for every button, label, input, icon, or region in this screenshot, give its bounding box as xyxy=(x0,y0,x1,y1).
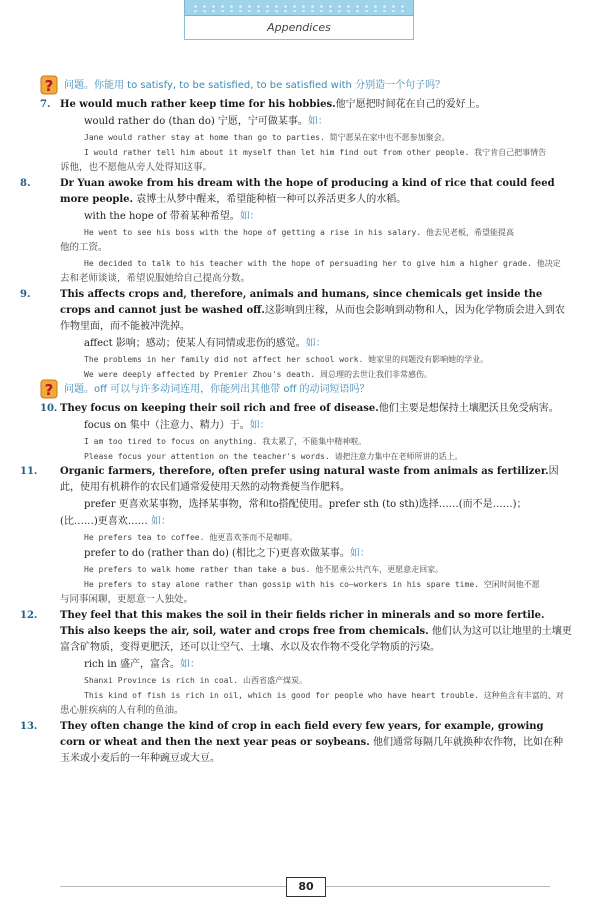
phrase-9: affect 影响；感动；使某人有同情或悲伤的感觉。如： xyxy=(84,338,326,349)
phrase-11-1b: (比……)更喜欢…… 如： xyxy=(60,516,171,527)
example-7-2a: I would rather tell him about it myself than let him find out from other people. 我宁肯自己把事情告 xyxy=(84,148,547,157)
header-title-box xyxy=(184,16,414,40)
example-12-1: Shanxi Province is rich in coal. 山西省盛产煤炭。 xyxy=(84,676,307,685)
example-12-2b: 患心脏疾病的人有利的鱼油。 xyxy=(60,705,184,716)
example-11-1: He prefers tea to coffee. 他更喜欢茶而不是咖啡。 xyxy=(84,533,298,542)
item-12: 12. They feel that this makes the soil in their fields richer in minerals and so more fertile. This also keeps the air, soil, water and crops free from chemicals. 他们认为这可以让地里的土壤更富含矿物质，变得更肥沃，还可以让空气、土壤、水以及农作物不受化学物质的污染。 xyxy=(20,610,572,653)
item-9: 9. This affects crops and, therefore, animals and humans, since chemicals get inside the crops and cannot just be washed off.这影响到庄稼，从而也会影响到动物和人，因为化学物质会进入到农作物里面，而不能被冲洗掉。 xyxy=(20,289,565,332)
header-decoration xyxy=(184,0,414,16)
question-mark-icon xyxy=(40,75,58,95)
example-7-1: Jane would rather stay at home than go to parties. 简宁愿呆在家中也不愿参加聚会。 xyxy=(84,133,450,142)
question-mark-icon xyxy=(40,379,58,399)
example-11-3a: He prefers to stay alone rather than gossip with his co—workers in his spare time. 空闲时间他不愿 xyxy=(84,580,540,589)
example-12-2a: This kind of fish is rich in oil, which is good for people who have heart trouble. 这种鱼含有丰富的、对 xyxy=(84,691,564,700)
question-prompt-2: ? 问题。off 可以与许多动词连用，你能列出其他带 off 的动词短语吗？ xyxy=(40,382,572,397)
page-number: 80 xyxy=(286,877,326,897)
example-8-1a: He went to see his boss with the hope of getting a rise in his salary. 他去见老板，希望能提高 xyxy=(84,228,514,237)
question-prompt-1: ? 问题。你能用 to satisfy, to be satisfied, to be satisfied with 分别造一个句子吗？ xyxy=(40,78,572,93)
example-9-2: We were deeply affected by Premier Zhou's death. 周总理的去世让我们非常感伤。 xyxy=(84,370,433,379)
phrase-11-1: prefer 更喜欢某事物，选择某事物，常和to搭配使用。prefer sth (to sth)选择……(而不是……)； xyxy=(84,499,527,510)
item-7: 7. He would much rather keep time for his hobbies.他宁愿把时间花在自己的爱好上。 xyxy=(40,99,486,110)
example-8-2b: 去和老师谈谈，希望说服她给自己提高分数。 xyxy=(60,273,251,284)
svg-text:?: ? xyxy=(44,381,54,399)
item-10: 10. They focus on keeping their soil rich and free of disease.他们主要是想保持土壤肥沃且免受病害。 xyxy=(40,403,559,414)
page-content xyxy=(20,77,572,767)
example-9-1: The problems in her family did not affect her school work. 她家里的问题没有影响她的学业。 xyxy=(84,355,489,364)
example-10-2: Please focus your attention on the teacher's words. 请把注意力集中在老师所讲的话上。 xyxy=(84,452,463,461)
example-10-1: I am too tired to focus on anything. 我太累了，不能集中精神啦。 xyxy=(84,437,367,446)
phrase-10: focus on 集中（注意力、精力）于。如： xyxy=(84,420,270,431)
example-8-1b: 他的工资。 xyxy=(60,242,108,253)
item-11: 11. Organic farmers, therefore, often prefer using natural waste from animals as fertilizer.因此，使用有机耕作的农民们通常爱使用天然的动物粪便当作肥料。 xyxy=(20,466,559,493)
example-11-2: He prefers to walk home rather than take a bus. 他不愿乘公共汽车，更愿意走回家。 xyxy=(84,565,444,574)
phrase-12: rich in 盛产，富含。如： xyxy=(84,659,201,670)
phrase-7: would rather do (than do) 宁愿，宁可做某事。如： xyxy=(84,116,328,127)
example-11-3b: 与同事闲聊，更愿意一人独处。 xyxy=(60,594,194,605)
item-8: 8. Dr Yuan awoke from his dream with the hope of producing a kind of rice that could feed more people. 袁博士从梦中醒来，希望能种植一种可以养活更多人的水稻。 xyxy=(20,178,555,205)
example-7-2b: 诉他，也不愿他从旁人处得知这事。 xyxy=(60,162,213,173)
example-8-2a: He decided to talk to his teacher with the hope of persuading her to give him a higher grade. 他决定 xyxy=(84,259,561,268)
header-title: Appendices xyxy=(267,21,331,34)
svg-text:?: ? xyxy=(44,77,54,95)
phrase-8: with the hope of 带着某种希望。如： xyxy=(84,211,260,222)
phrase-11-2: prefer to do (rather than do) (相比之下)更喜欢做某事。如： xyxy=(84,548,370,559)
item-13: 13. They often change the kind of crop in each field every few years, for example, growing corn or wheat and then the next year peas or soybeans. 他们通常每隔几年就换种农作物，比如在种玉米或小麦后的一年种豌豆或大豆。 xyxy=(20,721,563,764)
